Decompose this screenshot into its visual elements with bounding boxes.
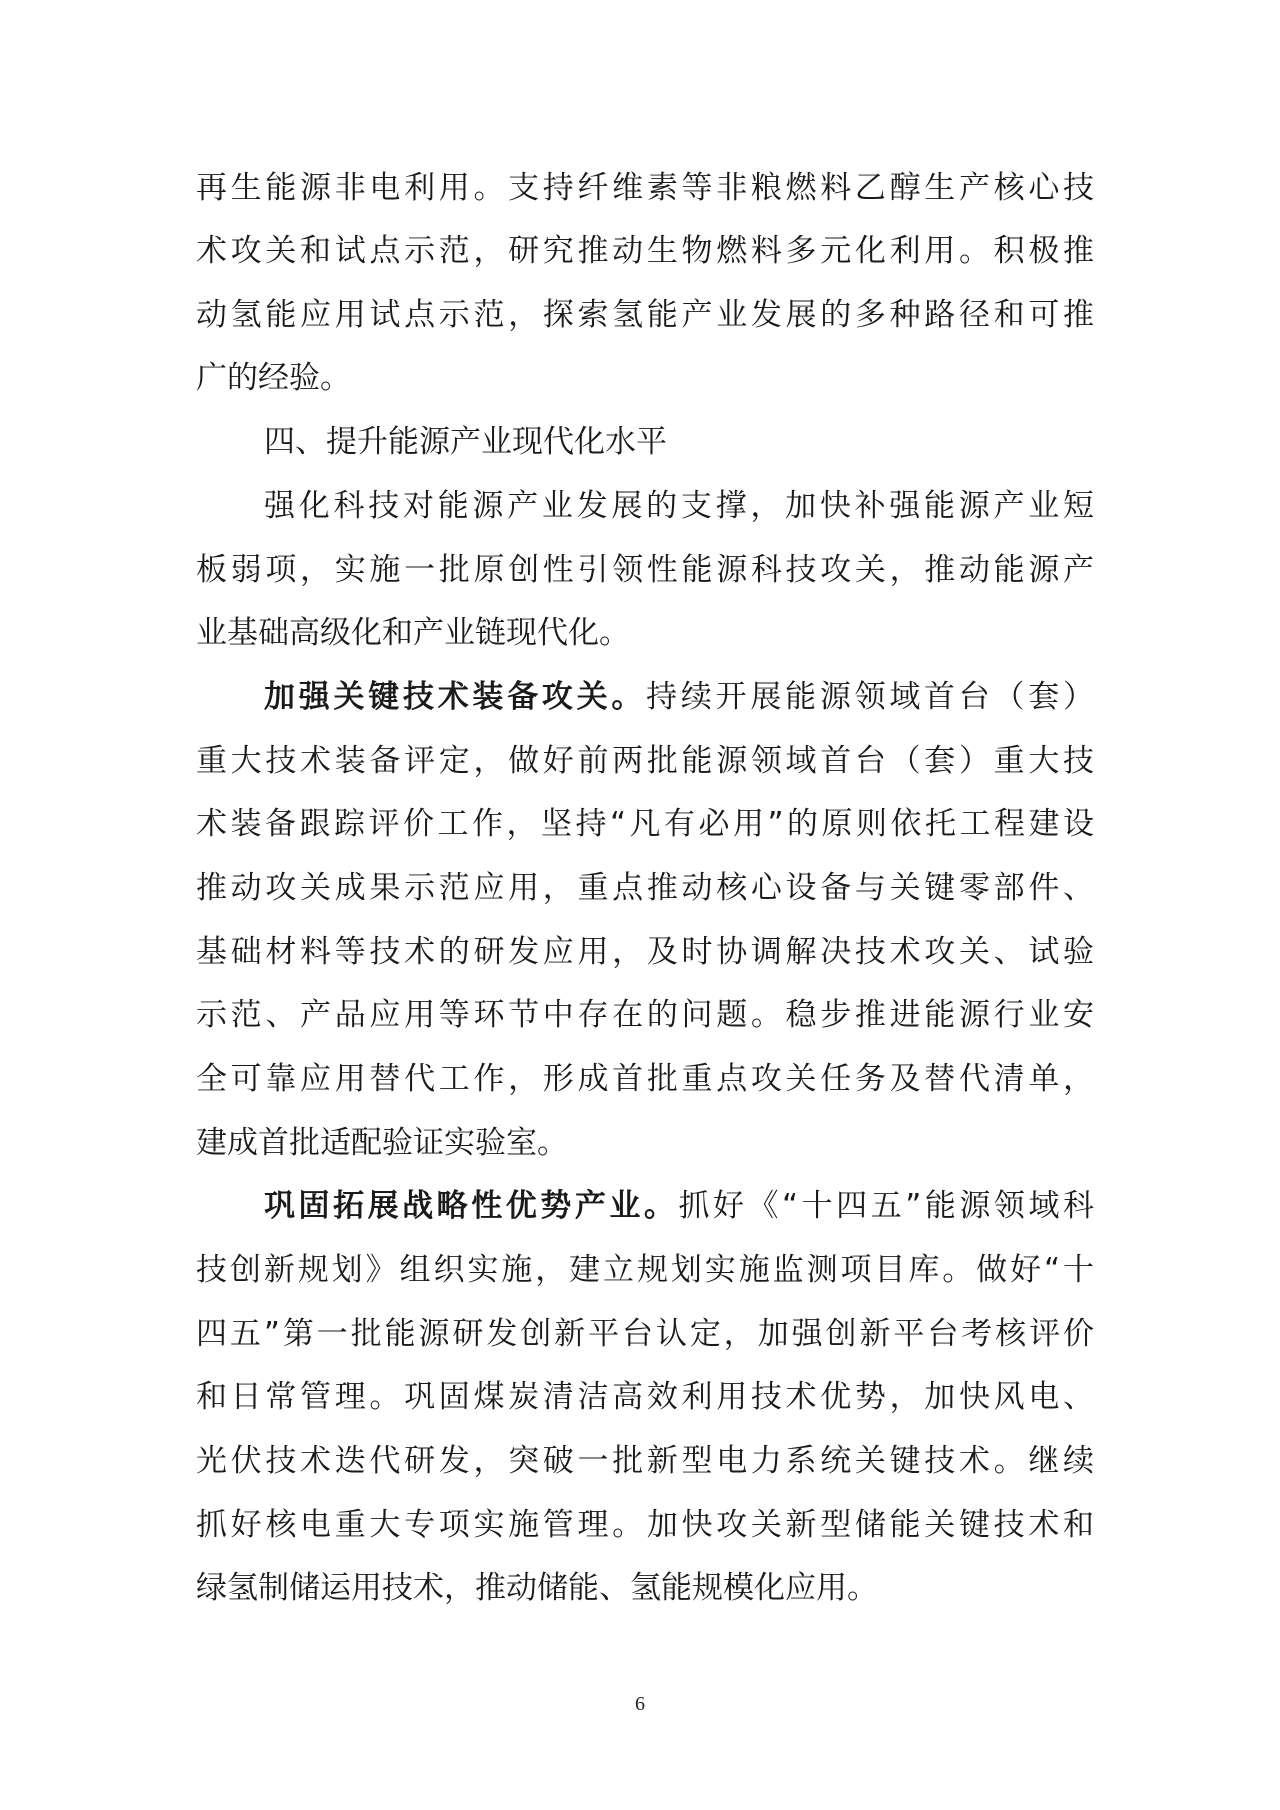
paragraph-3-first-line-rest: 持续开展能源领域首台（套） bbox=[646, 679, 1095, 715]
paragraph-1-line-1: 再生能源非电利用。支持纤维素等非粮燃料乙醇生产核心技 bbox=[196, 170, 1094, 206]
paragraph-3-bold-lead: 加强关键技术装备攻关。 bbox=[264, 679, 647, 715]
paragraph-4-line-6: 抓好核电重大专项实施管理。加快攻关新型储能关键技术和 bbox=[196, 1507, 1094, 1543]
paragraph-1-line-2: 术攻关和试点示范，研究推动生物燃料多元化利用。积极推 bbox=[196, 233, 1094, 269]
paragraph-4-line-7: 绿氢制储运用技术，推动储能、氢能规模化应用。 bbox=[196, 1570, 878, 1606]
paragraph-3-line-4: 推动攻关成果示范应用，重点推动核心设备与关键零部件、 bbox=[196, 870, 1094, 906]
paragraph-2-line-2: 板弱项，实施一批原创性引领性能源科技攻关，推动能源产 bbox=[196, 552, 1094, 588]
paragraph-4-line-4: 和日常管理。巩固煤炭清洁高效利用技术优势，加快风电、 bbox=[196, 1379, 1094, 1415]
paragraph-4-first-line-rest: 抓好《“十四五”能源领域科 bbox=[678, 1188, 1094, 1224]
paragraph-4-line-5: 光伏技术迭代研发，突破一批新型电力系统关键技术。继续 bbox=[196, 1443, 1094, 1479]
paragraph-1-line-3: 动氢能应用试点示范，探索氢能产业发展的多种路径和可推 bbox=[196, 297, 1094, 333]
paragraph-3-line-2: 重大技术装备评定，做好前两批能源领域首台（套）重大技 bbox=[196, 743, 1094, 779]
paragraph-3-line-6: 示范、产品应用等环节中存在的问题。稳步推进能源行业安 bbox=[196, 997, 1094, 1033]
paragraph-3-line-5: 基础材料等技术的研发应用，及时协调解决技术攻关、试验 bbox=[196, 934, 1094, 970]
paragraph-4-line-3: 四五”第一批能源研发创新平台认定，加强创新平台考核评价 bbox=[196, 1316, 1094, 1352]
paragraph-2-line-3: 业基础高级化和产业链现代化。 bbox=[196, 615, 630, 651]
paragraph-4-line-2: 技创新规划》组织实施，建立规划实施监测项目库。做好“十 bbox=[196, 1252, 1094, 1288]
paragraph-3-line-7: 全可靠应用替代工作，形成首批重点攻关任务及替代清单， bbox=[196, 1061, 1094, 1097]
section-heading: 四、提升能源产业现代化水平 bbox=[264, 424, 667, 460]
paragraph-1-line-4: 广的经验。 bbox=[196, 360, 351, 396]
paragraph-3-line-1 bbox=[196, 677, 1094, 717]
page-number: 6 bbox=[635, 1693, 645, 1715]
paragraph-4-bold-lead: 巩固拓展战略性优势产业。 bbox=[264, 1188, 679, 1224]
paragraph-3-line-8: 建成首批适配验证实验室。 bbox=[196, 1125, 568, 1161]
paragraph-2-line-1: 强化科技对能源产业发展的支撑，加快补强能源产业短 bbox=[264, 488, 1094, 524]
paragraph-3-line-3: 术装备跟踪评价工作，坚持“凡有必用”的原则依托工程建设 bbox=[196, 806, 1094, 842]
paragraph-4-line-1 bbox=[196, 1186, 1094, 1226]
